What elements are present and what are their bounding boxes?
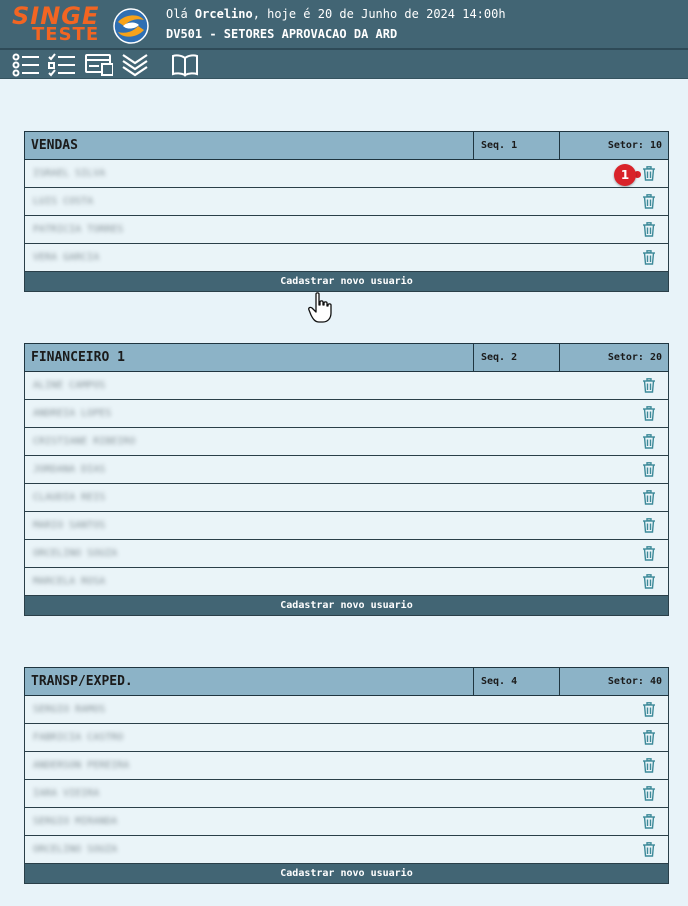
user-name-blurred: SERGIO MIRANDA: [33, 816, 118, 827]
sector-code: Setor: 40: [607, 676, 662, 687]
sector-card-transp: [24, 667, 669, 884]
sector-header: [24, 131, 669, 160]
user-name-blurred: CRISTIANE RIBEIRO: [33, 436, 136, 447]
user-row: [24, 216, 669, 244]
app-header: [0, 0, 688, 50]
sector-name: TRANSP/EXPED.: [31, 674, 133, 689]
trash-icon[interactable]: [642, 814, 656, 829]
trash-icon[interactable]: [642, 786, 656, 801]
user-name-blurred: ANDERSON PEREIRA: [33, 760, 130, 771]
trash-icon[interactable]: [642, 462, 656, 477]
user-name-blurred: VERA GARCIA: [33, 252, 100, 263]
user-row: [24, 836, 669, 864]
user-row: [24, 780, 669, 808]
trash-icon[interactable]: [642, 758, 656, 773]
user-name-blurred: JORDANA DIAS: [33, 464, 106, 475]
book-icon[interactable]: [171, 53, 199, 77]
add-user-button[interactable]: Cadastrar novo usuario: [24, 596, 669, 616]
sector-name: FINANCEIRO 1: [31, 350, 125, 365]
sector-header: [24, 343, 669, 372]
user-row: [24, 540, 669, 568]
user-name-blurred: MARCELA ROSA: [33, 576, 106, 587]
user-name-blurred: LUIS COSTA: [33, 196, 94, 207]
trash-icon[interactable]: [642, 250, 656, 265]
singe-logo: [12, 3, 104, 45]
chevrons-down-icon[interactable]: [121, 53, 149, 77]
trash-icon[interactable]: [642, 546, 656, 561]
sector-seq: Seq. 1: [473, 132, 560, 159]
sector-seq: Seq. 4: [473, 668, 560, 695]
user-name: Orcelino: [194, 7, 253, 21]
add-user-button[interactable]: Cadastrar novo usuario: [24, 864, 669, 884]
trash-icon[interactable]: [642, 574, 656, 589]
card-icon[interactable]: [85, 53, 113, 77]
checklist-icon[interactable]: [48, 53, 76, 77]
annotation-badge: 1: [614, 164, 636, 186]
user-name-blurred: CLAUDIA REIS: [33, 492, 106, 503]
user-name-blurred: ORCELINO SOUZA: [33, 548, 118, 559]
trash-icon[interactable]: [642, 730, 656, 745]
user-row: [24, 188, 669, 216]
list-icon[interactable]: [12, 53, 40, 77]
sector-seq: Seq. 2: [473, 344, 560, 371]
user-row: [24, 724, 669, 752]
user-name-blurred: ISRAEL SILVA: [33, 168, 106, 179]
user-name-blurred: IARA VIEIRA: [33, 788, 100, 799]
user-row: [24, 484, 669, 512]
trash-icon[interactable]: [642, 702, 656, 717]
user-name-blurred: PATRICIA TORRES: [33, 224, 124, 235]
user-row: [24, 372, 669, 400]
trash-icon[interactable]: [642, 166, 656, 181]
module-title: DV501 - SETORES APROVACAO DA ARD: [166, 27, 398, 41]
trash-icon[interactable]: [642, 518, 656, 533]
user-name-blurred: ORCELINO SOUZA: [33, 844, 118, 855]
user-name-blurred: MARIO SANTOS: [33, 520, 106, 531]
sector-card-financeiro: [24, 343, 669, 616]
sector-card-vendas: [24, 131, 669, 292]
trash-icon[interactable]: [642, 378, 656, 393]
trash-icon[interactable]: [642, 842, 656, 857]
sector-code: Setor: 20: [607, 352, 662, 363]
hand-cursor-icon: [308, 292, 334, 324]
greeting-text: [166, 7, 506, 21]
logo-text-top: SINGE: [12, 2, 100, 30]
toolbar: [0, 50, 688, 79]
trash-icon[interactable]: [642, 434, 656, 449]
sector-name: VENDAS: [31, 138, 78, 153]
logo-text-bottom: TESTE: [32, 24, 100, 45]
user-row: [24, 696, 669, 724]
user-row: [24, 428, 669, 456]
trash-icon[interactable]: [642, 194, 656, 209]
greeting-date: , hoje é 20 de Junho de 2024 14:00h: [252, 7, 506, 21]
user-name-blurred: ANDREIA LOPES: [33, 408, 112, 419]
user-row: [24, 160, 669, 188]
trash-icon[interactable]: [642, 406, 656, 421]
trash-icon[interactable]: [642, 222, 656, 237]
greeting-prefix: Olá: [166, 7, 188, 21]
globe-logo-icon: [113, 8, 149, 44]
user-row: [24, 512, 669, 540]
add-user-button[interactable]: Cadastrar novo usuario: [24, 272, 669, 292]
user-row: [24, 752, 669, 780]
user-name-blurred: FABRICIA CASTRO: [33, 732, 124, 743]
sector-header: [24, 667, 669, 696]
user-row: [24, 568, 669, 596]
user-name-blurred: ALINE CAMPOS: [33, 380, 106, 391]
user-name-blurred: SERGIO RAMOS: [33, 704, 106, 715]
trash-icon[interactable]: [642, 490, 656, 505]
user-row: [24, 456, 669, 484]
user-row: [24, 244, 669, 272]
user-row: [24, 808, 669, 836]
sector-code: Setor: 10: [607, 140, 662, 151]
user-row: [24, 400, 669, 428]
